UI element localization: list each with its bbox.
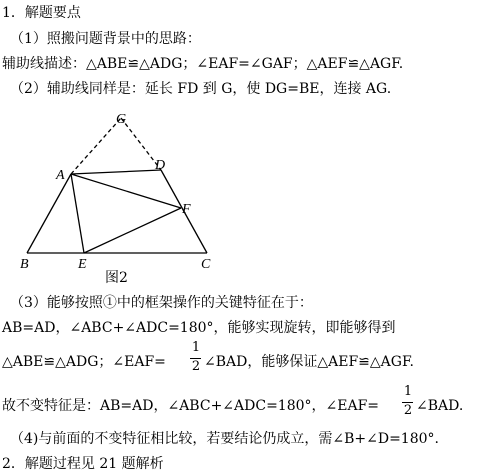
figure-caption: 图2 bbox=[105, 270, 128, 286]
segment-AG-dashed bbox=[71, 118, 121, 174]
label-E: E bbox=[78, 257, 87, 272]
text-solution-process: 2．解题过程见 21 题解析 bbox=[2, 456, 164, 472]
label-B: B bbox=[20, 257, 29, 272]
segment-AD bbox=[71, 170, 161, 174]
text-congruence-result: △ABE≌△ADG；∠EAF= bbox=[2, 354, 166, 370]
text-part-2: （2）辅助线同样是：延长 FD 到 G，使 DG=BE，连接 AG. bbox=[10, 81, 392, 97]
label-D: D bbox=[155, 158, 166, 173]
text-part-4: （4)与前面的不变特征相比较，若要结论仍成立，需∠B+∠D=180°. bbox=[10, 431, 439, 447]
segment-AB bbox=[27, 174, 71, 253]
fraction-half-denominator-2: 2 bbox=[403, 403, 413, 418]
fraction-half-denominator: 2 bbox=[191, 359, 201, 374]
heading-solution-points: 1．解题要点 bbox=[2, 5, 81, 21]
fraction-half-numerator-2: 1 bbox=[403, 384, 413, 399]
text-auxiliary-description: 辅助线描述：△ABE≌△ADG；∠EAF=∠GAF；△AEF≌△AGF. bbox=[2, 56, 404, 72]
label-F: F bbox=[182, 202, 191, 217]
fraction-half-numerator: 1 bbox=[191, 340, 201, 355]
label-A: A bbox=[56, 168, 65, 183]
text-part-3: （3）能够按照①中的框架操作的关键特征在于： bbox=[10, 295, 313, 311]
text-invariant-tail: ∠BAD. bbox=[416, 398, 464, 414]
segment-AF bbox=[71, 174, 181, 208]
segment-AE bbox=[71, 174, 84, 253]
text-key-features: AB=AD，∠ABC+∠ADC=180°，能够实现旋转，即能够得到 bbox=[2, 320, 396, 336]
label-G: G bbox=[116, 112, 127, 127]
text-congruence-guarantee: ∠BAD，能够保证△AEF≌△AGF. bbox=[204, 354, 414, 370]
text-invariant-features: 故不变特征是：AB=AD，∠ABC+∠ADC=180°，∠EAF= bbox=[2, 398, 380, 414]
segment-EF bbox=[84, 208, 181, 253]
text-part-1: （1）照搬问题背景中的思路： bbox=[10, 31, 201, 47]
label-C: C bbox=[201, 257, 211, 272]
